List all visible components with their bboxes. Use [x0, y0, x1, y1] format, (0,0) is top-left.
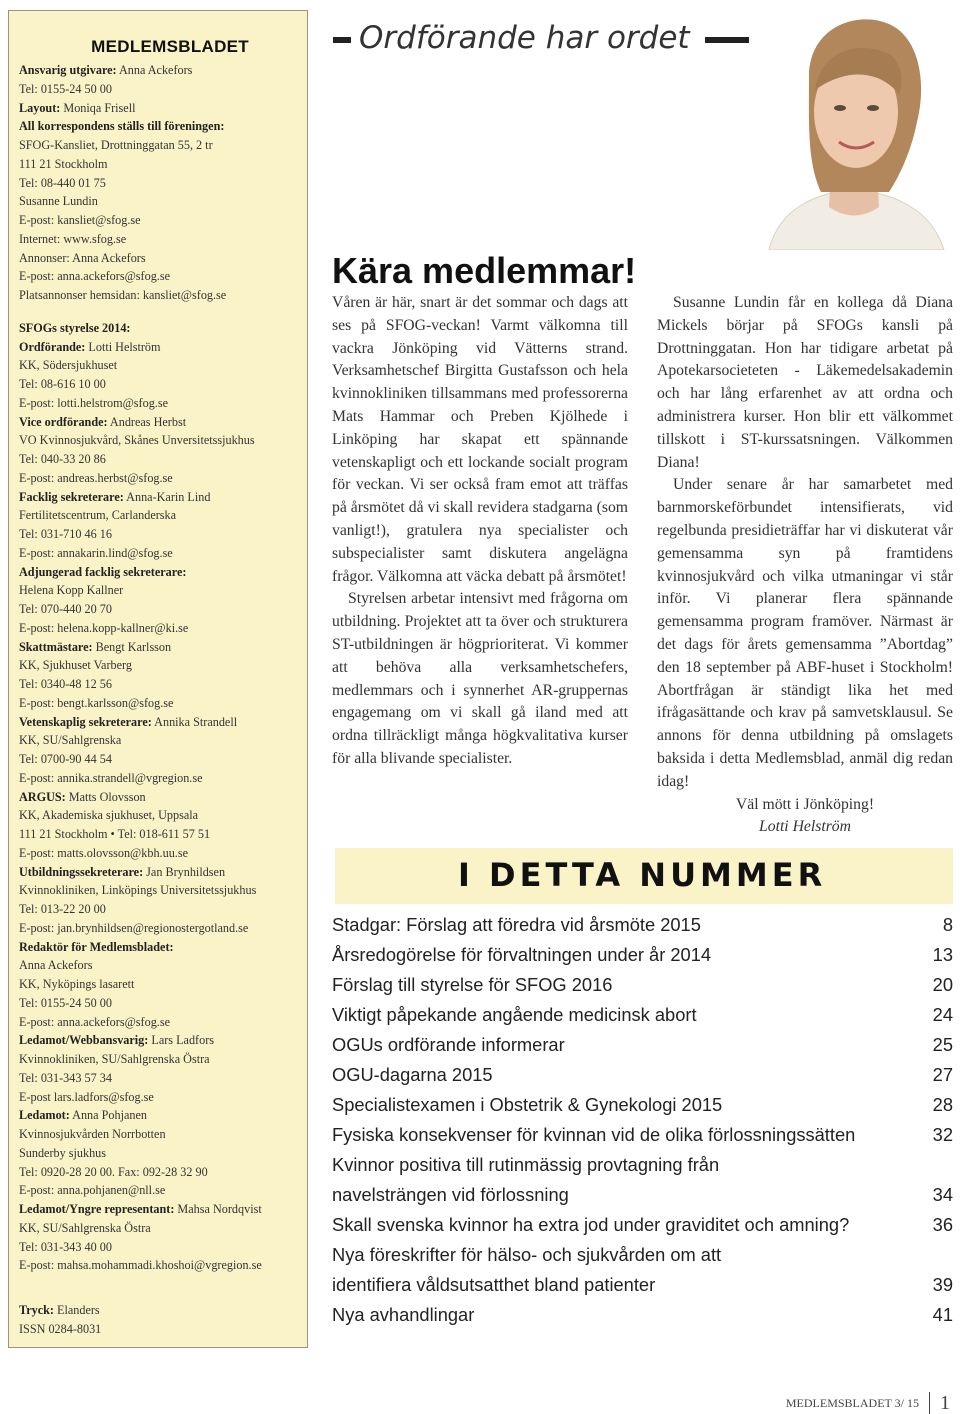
sidebar-text: Elanders	[53, 1303, 100, 1317]
toc-header	[335, 848, 953, 904]
toc-entry-title: Specialistexamen i Obstetrik & Gynekologi 2015	[332, 1094, 723, 1115]
sidebar-text: 111 21 Stockholm • Tel: 018-611 57 51	[19, 827, 211, 841]
sidebar-line	[19, 99, 307, 118]
print-info	[19, 1301, 307, 1339]
toc-entry-page: 28	[932, 1094, 953, 1115]
sidebar-line	[19, 750, 307, 769]
sidebar-text: Tel: 08-440 01 75	[19, 175, 106, 190]
toc-entry-title: OGUs ordförande informerar	[332, 1034, 565, 1055]
sidebar-text: KK, Nyköpings lasarett	[19, 977, 135, 991]
sidebar-text: Tel: 0920-28 20 00. Fax: 092-28 32 90	[19, 1164, 208, 1179]
sidebar-line	[19, 806, 307, 825]
sidebar-text: Tel: 031-710 46 16	[19, 527, 112, 541]
sidebar-line	[19, 881, 307, 900]
sidebar-line	[19, 825, 307, 844]
article-greeting: Kära medlemmar!	[332, 250, 637, 291]
toc-entry-title: Nya föreskrifter för hälso- och sjukvården om att identifiera våldsutsatthet bland patienter	[332, 1244, 722, 1295]
sidebar-line	[19, 230, 307, 249]
sidebar-text: Bengt Karlsson	[92, 639, 172, 654]
sidebar-line	[19, 1181, 307, 1200]
toc-entry-page: 20	[932, 974, 953, 995]
page-number: 1	[929, 1392, 950, 1414]
sidebar-line	[19, 488, 307, 507]
toc-entry[interactable]	[332, 1300, 953, 1330]
table-of-contents	[332, 910, 953, 1330]
sidebar-text: KK, SU/Sahlgrenska	[19, 733, 122, 748]
sidebar-text: E-post: lotti.helstrom@sfog.se	[19, 395, 168, 410]
sidebar-text: E-post: anna.ackefors@sfog.se	[19, 269, 170, 284]
article-column-right	[657, 292, 953, 839]
sidebar-text: Tel: 0155-24 50 00	[19, 995, 112, 1010]
sidebar-text: Tel: 031-343 40 00	[19, 1239, 112, 1254]
article-column-left	[332, 292, 628, 771]
sidebar-line	[19, 1238, 307, 1257]
sidebar-text: E-post: anna.ackefors@sfog.se	[19, 1014, 170, 1029]
sidebar-text: E-post: jan.brynhildsen@regionostergotland.se	[19, 920, 249, 935]
sidebar-text: Matts Olovsson	[65, 789, 146, 804]
sidebar-line	[19, 525, 307, 544]
sidebar-text: KK, Södersjukhuset	[19, 358, 118, 373]
sidebar-text: VO Kvinnosjukvård, Skånes Unversitetssjukhus	[19, 433, 255, 448]
masthead-title: MEDLEMSBLADET	[91, 37, 249, 56]
toc-entry-page: 24	[932, 1004, 953, 1025]
toc-entry-title: Kvinnor positiva till rutinmässig provtagning från navelsträngen vid förlossning	[332, 1154, 720, 1205]
sidebar-text: E-post lars.ladfors@sfog.se	[19, 1089, 154, 1104]
sidebar-label: Adjungerad facklig sekreterare:	[19, 564, 187, 579]
toc-entry[interactable]	[332, 1060, 953, 1090]
sidebar-line	[19, 1163, 307, 1182]
sidebar-line	[19, 155, 307, 174]
sidebar-text: Jan Brynhildsen	[143, 864, 226, 879]
sidebar-line	[19, 1144, 307, 1163]
toc-entry-title: Årsredogörelse för förvaltningen under år 2014	[332, 944, 712, 965]
sidebar-text: Mahsa Nordqvist	[174, 1202, 262, 1216]
sidebar-text: Platsannonser hemsidan: kansliet@sfog.se	[19, 288, 227, 302]
sidebar-line	[19, 375, 307, 394]
article-paragraph: Lotti Helström	[759, 818, 851, 836]
sidebar-label: Facklig sekreterare:	[19, 489, 124, 504]
sidebar-label: Ordförande:	[19, 339, 86, 354]
sidebar-text: 111 21 Stockholm	[19, 156, 108, 171]
toc-entry-page: 39	[932, 1274, 953, 1295]
sidebar-line	[19, 211, 307, 230]
sidebar-label: Ledamot:	[19, 1108, 70, 1123]
sidebar-line	[19, 844, 307, 863]
sidebar-line	[19, 1069, 307, 1088]
sidebar-line	[19, 938, 307, 957]
sidebar-line	[19, 994, 307, 1013]
sidebar-line	[19, 469, 307, 488]
sidebar-label: Vetenskaplig sekreterare:	[19, 714, 152, 729]
sidebar-line	[19, 80, 307, 99]
sidebar-line	[19, 1200, 307, 1219]
sidebar-text: KK, Akademiska sjukhuset, Uppsala	[19, 808, 199, 823]
sidebar-line	[19, 450, 307, 469]
sidebar-label: Ansvarig utgivare:	[19, 63, 117, 77]
sidebar-line	[19, 544, 307, 563]
sidebar-text: E-post: kansliet@sfog.se	[19, 213, 141, 227]
toc-entry[interactable]	[332, 970, 953, 1000]
header-rule-right	[705, 37, 755, 43]
sidebar-line	[19, 600, 307, 619]
sidebar-line	[19, 1301, 307, 1320]
sidebar-line	[19, 956, 307, 975]
sidebar-label: Ledamot/Webbansvarig:	[19, 1033, 149, 1048]
sidebar-text: Kvinnokliniken, Linköpings Universitetssjukhus	[19, 883, 257, 898]
toc-entry-title: OGU-dagarna 2015	[332, 1064, 493, 1085]
sidebar-text: Tel: 0340-48 12 56	[19, 677, 112, 691]
toc-entry-title: Skall svenska kvinnor ha extra jod under graviditet och amning?	[332, 1214, 850, 1235]
sidebar-label: Utbildningssekreterare:	[19, 864, 144, 879]
sidebar-line	[19, 117, 307, 136]
sidebar-text: Fertilitetscentrum, Carlanderska	[19, 508, 177, 523]
sidebar-text: SFOG-Kansliet, Drottninggatan 55, 2 tr	[19, 138, 213, 152]
sidebar-text: ISSN 0284-8031	[19, 1321, 102, 1336]
sidebar-line	[19, 506, 307, 525]
sidebar-line	[19, 431, 307, 450]
sidebar-label: Ledamot/Yngre representant:	[19, 1202, 175, 1216]
sidebar-line	[19, 638, 307, 657]
sidebar-text: E-post: bengt.karlsson@sfog.se	[19, 695, 174, 710]
footer-label: MEDLEMSBLADET 3/ 15	[785, 1395, 919, 1410]
sidebar-line	[19, 694, 307, 713]
sidebar-text: Anna Ackefors	[116, 63, 193, 77]
sidebar-line	[19, 192, 307, 211]
sidebar-line	[19, 769, 307, 788]
sidebar-text: KK, SU/Sahlgrenska Östra	[19, 1220, 151, 1235]
toc-entry-title: Nya avhandlingar	[332, 1304, 475, 1325]
sidebar-label: Tryck:	[19, 1303, 54, 1317]
sidebar-line	[19, 1106, 307, 1125]
toc-entry[interactable]	[332, 1120, 953, 1150]
sidebar-text: Kvinnokliniken, SU/Sahlgrenska Östra	[19, 1052, 210, 1066]
sidebar-text: Tel: 040-33 20 86	[19, 452, 106, 466]
sidebar-label: Skattmästare:	[19, 639, 93, 654]
article-paragraph: Styrelsen arbetar intensivt med frågorna om utbildning. Projektet att ta över och strukturera ST-utbildningen är högprioriterat. Vi kommer att behöva alla verksamhetschefers, medlemmars och i synnerhet AR-gruppernas engagemang om vi skall gå iland med att ordna tillräckligt många högkvalitativa kurser för alla blivande specialister.	[332, 590, 628, 767]
toc-entry[interactable]	[332, 940, 953, 970]
sidebar-text: Sunderby sjukhus	[19, 1145, 107, 1160]
sidebar-text: Tel: 070-440 20 70	[19, 602, 112, 616]
toc-entry[interactable]	[332, 1210, 953, 1240]
section-title: Ordförande har ordet	[359, 20, 690, 56]
sidebar-label: Vice ordförande:	[19, 414, 108, 429]
sidebar-line	[19, 286, 307, 305]
toc-entry-title: Förslag till styrelse för SFOG 2016	[332, 974, 613, 995]
sidebar-line	[19, 1088, 307, 1107]
toc-title: I DETTA NUMMER	[458, 856, 827, 894]
toc-entry-page: 41	[932, 1304, 953, 1325]
sidebar-text: Kvinnosjukvården Norrbotten	[19, 1127, 166, 1141]
sidebar-label: Layout:	[19, 100, 61, 115]
sidebar-line	[19, 1013, 307, 1032]
toc-entry[interactable]	[332, 1030, 953, 1060]
toc-entry-page: 27	[932, 1064, 953, 1085]
sidebar-line	[19, 713, 307, 732]
sidebar-line	[19, 656, 307, 675]
sidebar-text: KK, Sjukhuset Varberg	[19, 658, 132, 673]
toc-entry[interactable]	[332, 1240, 953, 1300]
sidebar-line	[19, 1256, 307, 1275]
sidebar-line	[19, 788, 307, 807]
page-footer	[786, 1392, 950, 1414]
sidebar-text: E-post: annakarin.lind@sfog.se	[19, 545, 173, 560]
sidebar-line	[19, 919, 307, 938]
sidebar-text: Annonser: Anna Ackefors	[19, 250, 146, 265]
sidebar-line	[19, 1219, 307, 1238]
toc-entry-page: 25	[932, 1034, 953, 1055]
sidebar-line	[19, 61, 307, 80]
toc-entry[interactable]	[332, 1090, 953, 1120]
sidebar-text: E-post: helena.kopp-kallner@ki.se	[19, 620, 189, 635]
toc-entry[interactable]	[332, 1000, 953, 1030]
sidebar-text: Andreas Herbst	[107, 414, 187, 429]
sidebar-line	[19, 1031, 307, 1050]
sidebar-line	[19, 1125, 307, 1144]
sidebar-line	[19, 174, 307, 193]
sidebar-text: Susanne Lundin	[19, 194, 98, 209]
sidebar-label: SFOGs styrelse 2014:	[19, 320, 131, 335]
sidebar-line	[19, 581, 307, 600]
masthead-sidebar	[8, 10, 308, 1348]
sidebar-line	[19, 675, 307, 694]
sidebar-text: Anna-Karin Lind	[123, 489, 211, 504]
sidebar-label: Redaktör för Medlemsbladet:	[19, 939, 174, 954]
sidebar-text: Annika Strandell	[151, 714, 238, 729]
sidebar-line	[19, 338, 307, 357]
sidebar-line	[19, 413, 307, 432]
toc-entry-title: Fysiska konsekvenser för kvinnan vid de olika förlossningssätten	[332, 1124, 856, 1145]
sidebar-text: Tel: 08-616 10 00	[19, 377, 106, 391]
sidebar-line	[19, 1320, 307, 1339]
sidebar-line	[19, 900, 307, 919]
sidebar-line	[19, 563, 307, 582]
sidebar-text: E-post: annika.strandell@vgregion.se	[19, 770, 203, 785]
article-paragraph: Susanne Lundin får en kollega då Diana Mickels börjar på SFOGs kansli på Drottninggatan. Hon har tidigare arbetat på Apotekarsocieteten - Läkemedelsakademin och har lång erfarenhet av att ordna och administrera kurser. Hon blir ett välkommet tillskott i ST-kurssatsningen. Välkommen Diana!	[657, 294, 953, 471]
sidebar-line	[19, 619, 307, 638]
toc-entry[interactable]	[332, 1150, 953, 1210]
sidebar-line	[19, 136, 307, 155]
toc-entry[interactable]	[332, 910, 953, 940]
toc-entry-page: 8	[942, 914, 953, 935]
sidebar-text: Internet: www.sfog.se	[19, 231, 127, 246]
toc-entry-title: Viktigt påpekande angående medicinsk abort	[332, 1004, 697, 1025]
sidebar-text: Moniqa Frisell	[60, 100, 136, 115]
sidebar-line	[19, 356, 307, 375]
sidebar-text: E-post: andreas.herbst@sfog.se	[19, 470, 173, 485]
header-rule-left	[333, 37, 351, 43]
sidebar-text: Tel: 013-22 20 00	[19, 902, 106, 916]
board-list	[19, 319, 307, 1275]
sidebar-text: Lotti Helström	[85, 339, 161, 354]
sidebar-line	[19, 319, 307, 338]
toc-entry-page: 36	[932, 1214, 953, 1235]
article-paragraph: Väl mött i Jönköping!	[735, 795, 875, 813]
sidebar-text: E-post: mahsa.mohammadi.khoshoi@vgregion.se	[19, 1258, 262, 1273]
sidebar-line	[19, 1050, 307, 1069]
sidebar-line	[19, 249, 307, 268]
sidebar-label: ARGUS:	[19, 789, 66, 804]
sidebar-line	[19, 975, 307, 994]
toc-entry-title: Stadgar: Förslag att föredra vid årsmöte 2015	[332, 914, 701, 935]
sidebar-text: Tel: 031-343 57 34	[19, 1070, 112, 1085]
sidebar-line	[19, 267, 307, 286]
sidebar-text: Tel: 0155-24 50 00	[19, 81, 112, 96]
sidebar-text: Helena Kopp Kallner	[19, 583, 124, 598]
sidebar-line	[19, 731, 307, 750]
publisher-info	[19, 61, 307, 305]
sidebar-text: Anna Pohjanen	[69, 1108, 147, 1123]
toc-entry-page: 34	[932, 1184, 953, 1205]
author-portrait	[749, 2, 959, 250]
sidebar-text: Lars Ladfors	[148, 1033, 214, 1048]
toc-entry-page: 32	[932, 1124, 953, 1145]
article-paragraph: Våren är här, snart är det sommar och dags att ses på SFOG-veckan! Varmt välkomna till vackra Jönköping vid Vätterns strand. Verksamhetschef Birgitta Gustafsson och hela kvinnokliniken tillsammans med professorerna Mats Hammar och Preben Kjölhede i Linköping har skapat ett spännande vetenskapligt och ett lockande socialt program för veckan. Vi ser också fram emot att träffas på årsmötet då vi skall revidera stadgarna (som vanligt!), gratulera nya specialister och subspecialister samt diskutera angelägna frågor. Välkomna att väcka debatt på årsmötet!	[332, 294, 628, 585]
sidebar-label: All korrespondens ställs till föreningen:	[19, 119, 225, 134]
sidebar-line	[19, 863, 307, 882]
sidebar-line	[19, 394, 307, 413]
toc-entry-page: 13	[932, 944, 953, 965]
sidebar-text: E-post: anna.pohjanen@nll.se	[19, 1183, 166, 1198]
sidebar-text: E-post: matts.olovsson@kbh.uu.se	[19, 845, 188, 860]
article-paragraph: Under senare år har samarbetet med barnmorskeförbundet intensifierats, vid regelbunda presidieträffar har vi diskuterat vår gemensamma syn på framtidens kvinnosjukvård och vilka utmaningar vi står inför. Vi planerar flera spännande gemensamma program framöver. Närmast är det dags för årets gemensamma ”Abortdag” den 18 september på ABF-huset i Stockholm! Abortfrågan är ständigt lika het med ifrågasättande och krav på samvetsklausul. Se annons för denna utbildning på omslagets baksida i detta Medlemsblad, anmäl dig redan idag!	[657, 476, 953, 790]
sidebar-text: Tel: 0700-90 44 54	[19, 752, 112, 766]
sidebar-text: Anna Ackefors	[19, 958, 93, 973]
